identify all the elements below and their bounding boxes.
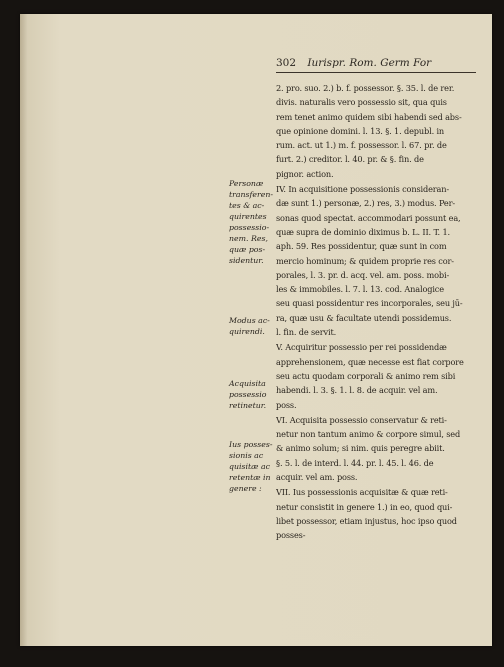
text-line: netur consistit in genere 1.) in eo, quod qui- (276, 501, 453, 512)
text-line: les & immobiles. l. 7. l. 13. cod. Analogice (276, 284, 444, 295)
text-line: rum. act. ut 1.) m. f. possessor. l. 67. pr. de (276, 140, 447, 151)
text-line: apprehensionem, quæ necesse est fiat corpore (276, 356, 464, 367)
text-line: l. fin. de servit. (276, 327, 337, 338)
text-line: V. Acquiritur possessio per rei possidendæ (276, 342, 447, 353)
margin-note-line: quæ pos- (229, 245, 266, 254)
margin-note-line: tes & ac- (229, 201, 265, 210)
running-title: Iurispr. Rom. Germ For (307, 57, 432, 69)
text-line: rem tenet animo quidem sibi habendi sed abs- (276, 111, 462, 122)
text-line: que opinione domini. l. 13. §. 1. depubl. in (276, 125, 445, 136)
margin-note-line: nem. Res, (229, 234, 268, 243)
text-line: acquir. vel am. poss. (276, 472, 358, 483)
text-line: divis. naturalis vero possessio sit, qua quis (276, 97, 447, 108)
text-line: libet possessor, etiam injustus, hoc ipso quod (276, 515, 457, 526)
margin-note-personae (229, 178, 281, 266)
margin-note-line: sidentur. (229, 256, 264, 265)
main-text-column (276, 81, 476, 543)
margin-note-line: transferen- (229, 190, 274, 199)
text-line: aph. 59. Res possidentur, quæ sunt in com (276, 241, 447, 252)
text-line: poss. (276, 399, 297, 410)
text-line: porales, l. 3. pr. d. acq. vel. am. poss. mobi- (276, 269, 450, 280)
text-line: pignor. action. (276, 168, 334, 179)
page-number: 302 (276, 57, 297, 69)
header-rule (276, 72, 476, 73)
margin-note-line: sionis ac (229, 451, 264, 460)
text-line: mercio hominum; & quidem proprie res cor- (276, 255, 454, 266)
text-line: IV. In acquisitione possessionis consideran- (276, 184, 450, 195)
margin-note-line: genere : (229, 484, 262, 493)
running-header (276, 57, 476, 69)
margin-note-line: quisitæ ac (229, 462, 270, 471)
margin-note-line: possessio- (229, 223, 270, 232)
text-line: netur non tantum animo & corpore simul, sed (276, 429, 461, 440)
page-spine-edge (20, 14, 28, 646)
text-line: seu actu quodam corporali & animo rem sibi (276, 370, 456, 381)
margin-note-line: quirentes (229, 212, 267, 221)
text-line: VII. Ius possessionis acquisitæ & quæ reti- (276, 487, 448, 498)
text-line: posses- (276, 530, 306, 541)
text-line: quæ supra de dominio diximus b. L. II. T. 1. (276, 226, 450, 237)
text-line: seu quasi possidentur res incorporales, seu jū- (276, 298, 463, 309)
margin-note-line: Ius posses- (229, 440, 273, 449)
text-line: habendi. l. 3. §. 1. l. 8. de acquir. vel am. (276, 385, 438, 396)
margin-note-ius (229, 439, 281, 494)
margin-note-acquisita (229, 378, 281, 411)
margin-note-line: Acquisita (229, 379, 266, 388)
margin-note-line: retentæ in (229, 473, 271, 482)
margin-note-line: Personæ (229, 179, 264, 188)
text-line: §. 5. l. de interd. l. 44. pr. l. 45. l. 46. de (276, 457, 434, 468)
text-line: VI. Acquisita possessio conservatur & reti- (276, 414, 447, 425)
text-line: furt. 2.) creditor. l. 40. pr. & §. fin. de (276, 154, 424, 165)
margin-note-line: retinetur. (229, 401, 267, 410)
margin-note-line: Modus ac- (229, 316, 270, 325)
margin-note-modus (229, 315, 281, 337)
margin-note-line: possessio (229, 390, 267, 399)
margin-note-line: quirendi. (229, 327, 265, 336)
text-line: sonas quod spectat. accommodari possunt ea, (276, 212, 461, 223)
text-line: & animo solum; si nim. quis peregre abiit. (276, 443, 445, 454)
text-line: dæ sunt 1.) personæ, 2.) res, 3.) modus. Per- (276, 198, 456, 209)
text-line: 2. pro. suo. 2.) b. f. possessor. §. 35. l. de rer. (276, 83, 455, 93)
text-line: ra, quæ usu & facultate utendi possidemus. (276, 312, 452, 323)
